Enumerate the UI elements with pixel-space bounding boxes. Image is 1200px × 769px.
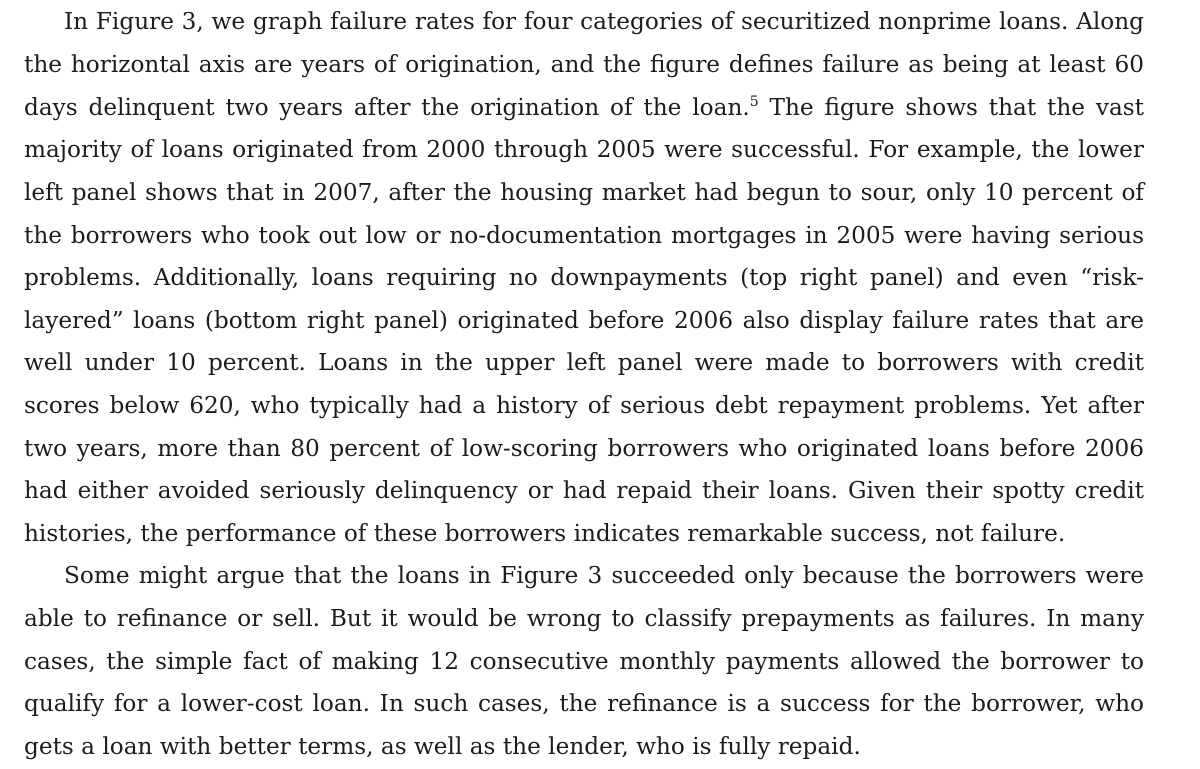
- text-line: gets a loan with better terms, as well as the lender, who is fully repaid.: [24, 733, 861, 760]
- text-segment: days delinquent two years after the origination of the loan.: [24, 94, 750, 121]
- text-line: well under 10 percent. Loans in the upper left panel were made to borrowers with credit: [24, 349, 1144, 376]
- text-line: two years, more than 80 percent of low-scoring borrowers who originated loans before 2006: [24, 435, 1144, 462]
- text-line: In Figure 3, we graph failure rates for four categories of securitized nonprime loans. Along: [64, 8, 1144, 35]
- text-line: qualify for a lower-cost loan. In such cases, the refinance is a success for the borrower, who: [24, 690, 1144, 717]
- text-line: [24, 88, 1144, 128]
- text-line: had either avoided seriously delinquency or had repaid their loans. Given their spotty credit: [24, 477, 1144, 504]
- text-line: the borrowers who took out low or no-documentation mortgages in 2005 were having serious: [24, 222, 1144, 249]
- text-line: Some might argue that the loans in Figure 3 succeeded only because the borrowers were: [64, 562, 1144, 589]
- text-line: cases, the simple fact of making 12 consecutive monthly payments allowed the borrower to: [24, 648, 1144, 675]
- footnote-marker[interactable]: 5: [749, 94, 759, 110]
- text-line: left panel shows that in 2007, after the housing market had begun to sour, only 10 percent of: [24, 179, 1144, 206]
- text-line: the horizontal axis are years of origination, and the figure defines failure as being at least 60: [24, 51, 1144, 78]
- text-line: problems. Additionally, loans requiring no downpayments (top right panel) and even “risk-: [24, 264, 1144, 291]
- text-line: scores below 620, who typically had a history of serious debt repayment problems. Yet after: [24, 392, 1144, 419]
- text-line: layered” loans (bottom right panel) originated before 2006 also display failure rates that are: [24, 307, 1144, 334]
- text-line: histories, the performance of these borrowers indicates remarkable success, not failure.: [24, 520, 1066, 547]
- text-segment: The figure shows that the vast: [758, 94, 1144, 121]
- text-line: majority of loans originated from 2000 through 2005 were successful. For example, the lower: [24, 136, 1144, 163]
- text-line: able to refinance or sell. But it would be wrong to classify prepayments as failures. In many: [24, 605, 1144, 632]
